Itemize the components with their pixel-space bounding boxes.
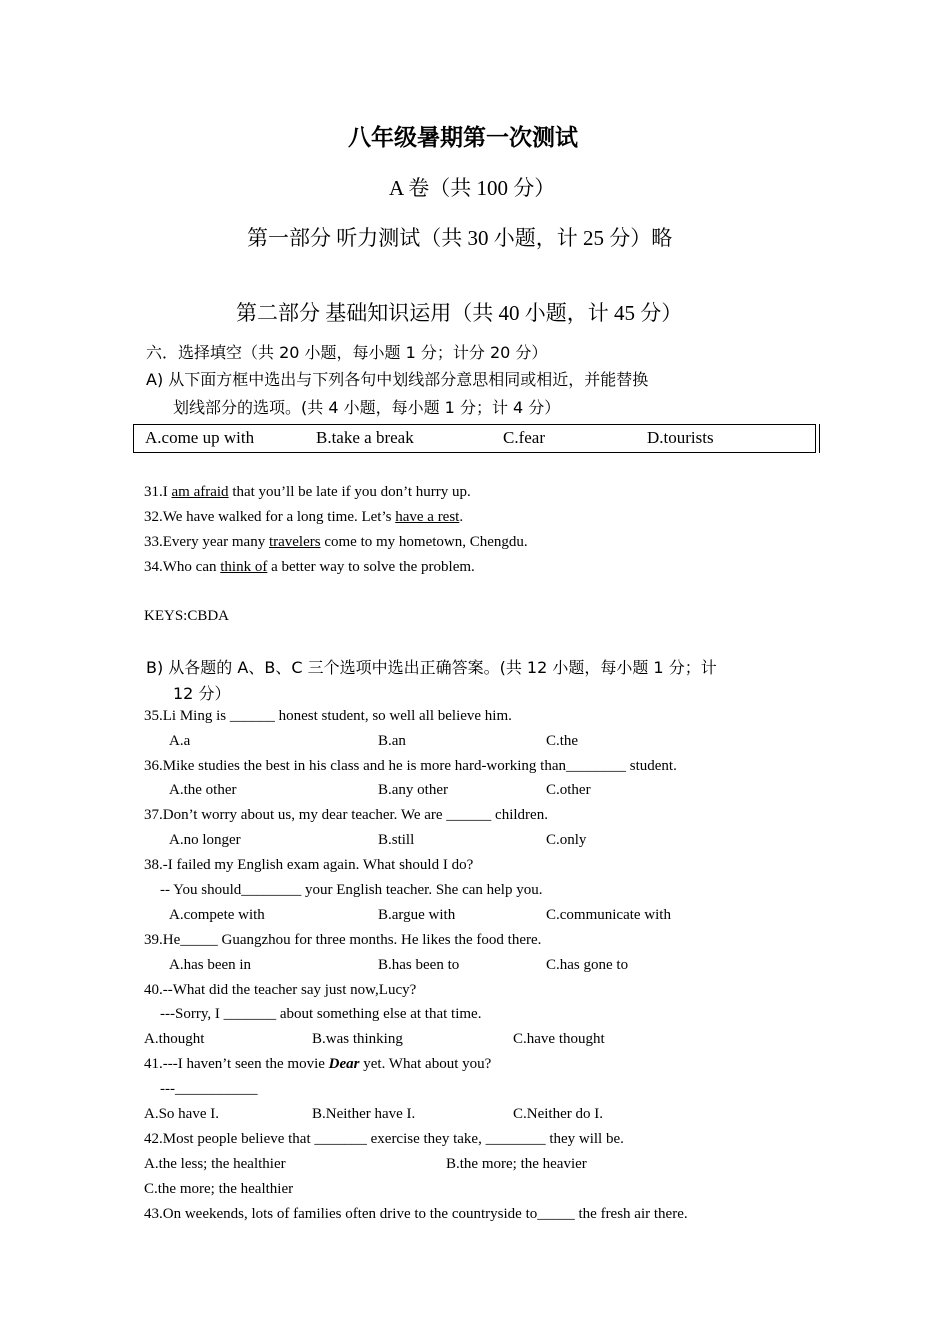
question-43: 43.On weekends, lots of families often drive to the countryside to_____ the fresh air there. xyxy=(144,1206,688,1222)
q41-option-a: A.So have I. xyxy=(144,1106,219,1122)
q35-option-a: A.a xyxy=(169,733,191,749)
question-35: 35.Li Ming is ______ honest student, so well all believe him. xyxy=(144,708,512,724)
q36-option-a: A.the other xyxy=(169,782,237,798)
q40-option-a: A.thought xyxy=(144,1031,205,1047)
question-36: 36.Mike studies the best in his class and he is more hard-working than________ student. xyxy=(144,758,677,774)
q42-option-b: B.the more; the heavier xyxy=(446,1156,587,1172)
partA-instruction-line1: A) 从下面方框中选出与下列各句中划线部分意思相同或相近，并能替换 xyxy=(146,370,649,389)
part2-heading: 第二部分 基础知识运用（共 40 小题，计 45 分） xyxy=(236,301,683,325)
box-option-d: D.tourists xyxy=(647,428,714,447)
question-34: 34.Who can think of a better way to solve the problem. xyxy=(144,559,475,575)
question-41-line1: 41.---I haven’t seen the movie Dear yet. What about you? xyxy=(144,1056,492,1072)
q37-option-a: A.no longer xyxy=(169,832,241,848)
part1-heading: 第一部分 听力测试（共 30 小题，计 25 分）略 xyxy=(247,226,673,250)
q41-option-b: B.Neither have I. xyxy=(312,1106,416,1122)
box-option-c: C.fear xyxy=(503,428,546,447)
question-31: 31.I am afraid that you’ll be late if you don’t hurry up. xyxy=(144,484,471,500)
q42-option-a: A.the less; the healthier xyxy=(144,1156,286,1172)
q37-option-c: C.only xyxy=(546,832,587,848)
q39-option-b: B.has been to xyxy=(378,957,460,973)
question-42: 42.Most people believe that _______ exercise they take, ________ they will be. xyxy=(144,1131,624,1147)
q35-option-b: B.an xyxy=(378,733,406,749)
q40-option-b: B.was thinking xyxy=(312,1031,403,1047)
q42-option-c: C.the more; the healthier xyxy=(144,1181,294,1197)
q36-option-b: B.any other xyxy=(378,782,448,798)
question-32: 32.We have walked for a long time. Let’s have a rest. xyxy=(144,509,464,525)
question-39: 39.He_____ Guangzhou for three months. He likes the food there. xyxy=(144,932,542,948)
question-40-line2: ---Sorry, I _______ about something else at that time. xyxy=(160,1006,482,1022)
q36-option-c: C.other xyxy=(546,782,591,798)
question-38-line2: -- You should________ your English teacher. She can help you. xyxy=(160,882,543,898)
answer-keys: KEYS:CBDA xyxy=(144,608,230,624)
page-title: 八年级暑期第一次测试 xyxy=(348,125,578,151)
partB-instruction-line2: 12 分） xyxy=(173,684,231,703)
question-38-line1: 38.-I failed my English exam again. What should I do? xyxy=(144,857,474,873)
question-33: 33.Every year many travelers come to my hometown, Chengdu. xyxy=(144,534,528,550)
q35-option-c: C.the xyxy=(546,733,579,749)
partB-instruction-line1: B) 从各题的 A、B、C 三个选项中选出正确答案。(共 12 小题，每小题 1 分；计 xyxy=(146,658,717,677)
volume-heading: A 卷（共 100 分） xyxy=(389,176,556,200)
question-40-line1: 40.--What did the teacher say just now,Lucy? xyxy=(144,982,417,998)
box-option-a: A.come up with xyxy=(145,428,255,447)
word-options-box xyxy=(133,424,816,453)
question-41-line2: ---___________ xyxy=(160,1081,258,1097)
q40-option-c: C.have thought xyxy=(513,1031,605,1047)
box-option-b: B.take a break xyxy=(316,428,414,447)
q37-option-b: B.still xyxy=(378,832,415,848)
q38-option-a: A.compete with xyxy=(169,907,265,923)
q39-option-a: A.has been in xyxy=(169,957,252,973)
q38-option-c: C.communicate with xyxy=(546,907,671,923)
q41-option-c: C.Neither do I. xyxy=(513,1106,603,1122)
question-37: 37.Don’t worry about us, my dear teacher. We are ______ children. xyxy=(144,807,548,823)
section6-heading: 六．选择填空（共 20 小题，每小题 1 分；计分 20 分） xyxy=(146,343,548,362)
partA-instruction-line2: 划线部分的选项。(共 4 小题，每小题 1 分；计 4 分） xyxy=(173,398,561,417)
q39-option-c: C.has gone to xyxy=(546,957,629,973)
q38-option-b: B.argue with xyxy=(378,907,456,923)
